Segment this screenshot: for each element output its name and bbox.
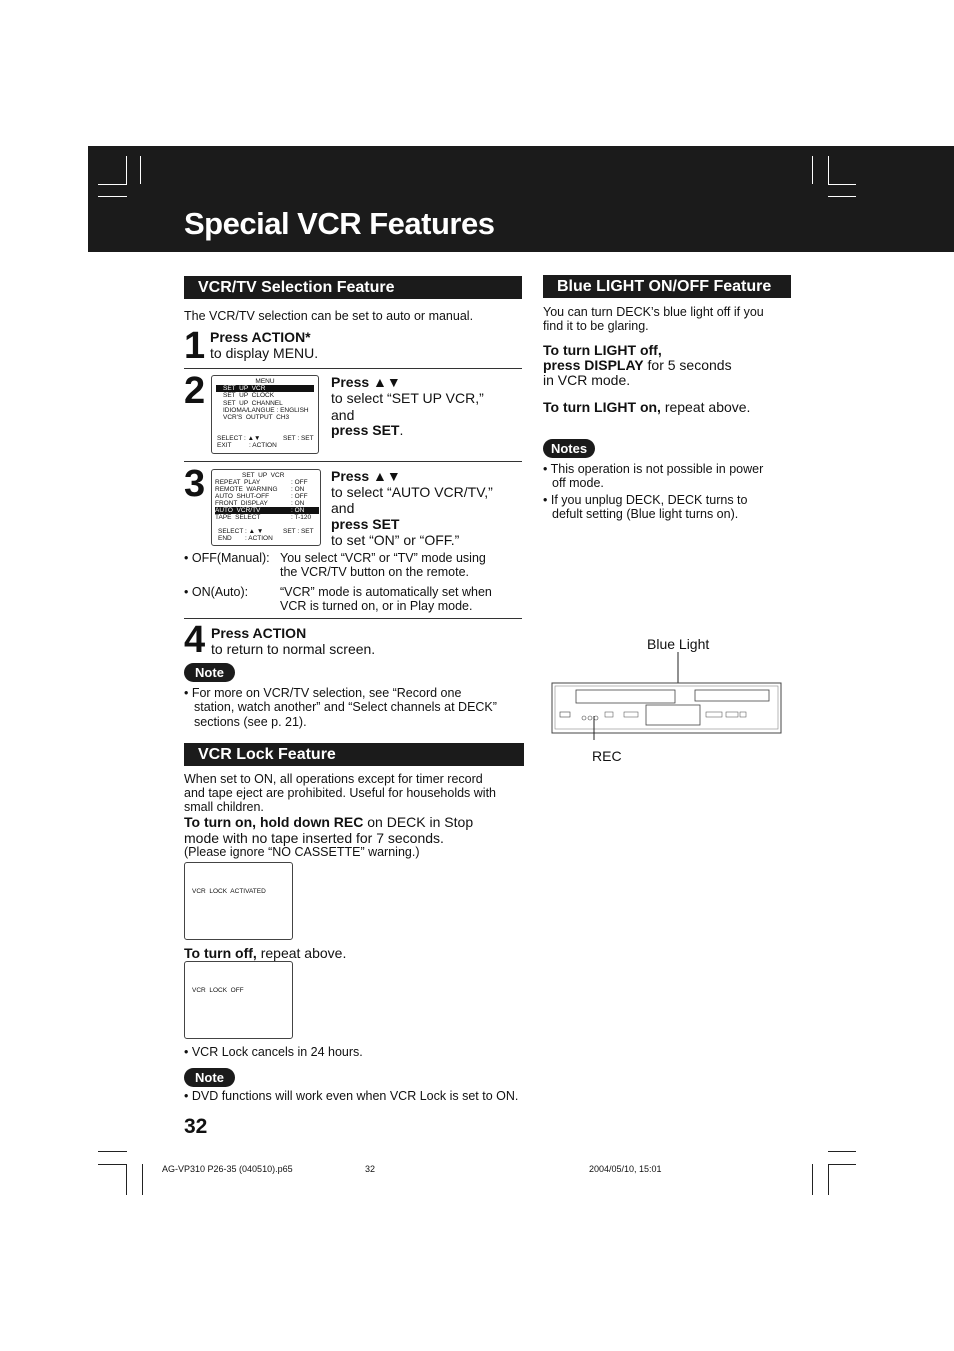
crop-mark: [828, 1151, 856, 1152]
lock-desc-1: When set to ON, all operations except for timer record: [184, 772, 483, 786]
crop-mark: [812, 156, 813, 184]
on-auto-text-2: VCR is turned on, or in Play mode.: [280, 599, 473, 613]
lock-ignore-warning: (Please ignore “NO CASSETTE” warning.): [184, 845, 420, 859]
crop-mark: [140, 156, 141, 184]
blue-off-press-bold: press DISPLAY: [543, 357, 644, 373]
step-number-2: 2: [184, 370, 206, 412]
crop-mark: [812, 1164, 813, 1195]
on-auto-text-1: “VCR” mode is automatically set when: [280, 585, 492, 599]
lock-turn-off: [184, 945, 346, 961]
lock-turn-on: [184, 814, 473, 830]
footer-date: 2004/05/10, 15:01: [589, 1164, 662, 1174]
off-manual-label: • OFF(Manual):: [184, 551, 270, 565]
page-number: 32: [184, 1115, 208, 1138]
setup-row-value: : OFF: [291, 493, 308, 501]
section-heading-vcrtv: VCR/TV Selection Feature: [184, 276, 522, 299]
step3-and: and: [331, 500, 355, 516]
step3-press-set: press SET: [331, 516, 400, 532]
step2-period: .: [399, 422, 404, 438]
setup-row-label-selected: AUTO VCR/TV: [215, 507, 261, 515]
blue-note-2b: defult setting (Blue light turns on).: [552, 507, 739, 521]
off-manual-text-2: the VCR/TV button on the remote.: [280, 565, 469, 579]
blue-on-bold: To turn LIGHT on,: [543, 399, 661, 415]
menu-footer-exit: EXIT: [217, 442, 232, 449]
blue-desc-1: You can turn DECK’s blue light off if you: [543, 305, 764, 319]
step4-instruction: Press ACTION: [211, 625, 307, 641]
step3-select: to select “AUTO VCR/TV,”: [331, 484, 493, 500]
setup-vcr-screen: [211, 469, 321, 546]
lock-off-text: VCR LOCK OFF: [192, 987, 244, 994]
step2-and: and: [331, 407, 355, 423]
crop-mark: [142, 1164, 143, 1195]
setup-footer-end: END: [218, 535, 232, 542]
note-badge: Note: [184, 663, 235, 682]
lock-turn-on-2: mode with no tape inserted for 7 seconds.: [184, 830, 444, 846]
crop-mark: [828, 156, 829, 184]
step-number-4: 4: [184, 619, 206, 661]
blue-on: [543, 399, 750, 415]
page-title: Special VCR Features: [184, 206, 495, 241]
menu-footer-select: SELECT : ▲▼: [217, 435, 261, 442]
divider: [184, 368, 522, 369]
crop-mark: [98, 1151, 127, 1152]
menu-footer-set: SET : SET: [283, 435, 314, 442]
blue-off-mode: in VCR mode.: [543, 372, 631, 388]
setup-screen-title: SET UP VCR: [242, 472, 285, 479]
step-number-3: 3: [184, 463, 206, 505]
setup-row-value: : ON: [291, 500, 305, 508]
blue-light-label: Blue Light: [647, 636, 710, 652]
section-heading-blue: Blue LIGHT ON/OFF Feature: [543, 275, 791, 298]
crop-mark: [98, 196, 127, 197]
step2-press-set-bold: press SET: [331, 422, 400, 438]
step3-press: Press ▲▼: [331, 468, 401, 484]
crop-mark: [828, 1164, 829, 1195]
on-auto-label: • ON(Auto):: [184, 585, 249, 599]
step4-detail: to return to normal screen.: [211, 641, 376, 657]
crop-mark: [828, 196, 856, 197]
off-manual-text-1: You select “VCR” or “TV” mode using: [280, 551, 486, 565]
blue-off-heading: To turn LIGHT off,: [543, 342, 662, 358]
setup-row-value: : T-120: [291, 514, 312, 522]
setup-row-label: FRONT DISPLAY: [215, 500, 268, 508]
setup-row-label: TAPE SELECT: [215, 514, 261, 522]
step3-set-on-off: to set “ON” or “OFF.”: [331, 532, 460, 548]
blue-off-press: [543, 357, 732, 373]
setup-row-value: : OFF: [291, 479, 308, 487]
lock-turn-off-text: repeat above.: [256, 945, 347, 961]
setup-footer-select: SELECT : ▲ ▼: [218, 528, 264, 535]
blue-note-1a: • This operation is not possible in power: [543, 462, 764, 476]
step2-press-set: [331, 422, 403, 438]
vcrtv-note-3: sections (see p. 21).: [194, 715, 307, 729]
setup-row-value-selected: : ON: [291, 507, 305, 515]
menu-screen-title: MENU: [255, 378, 275, 385]
deck-body: [552, 683, 781, 733]
step-number-1: 1: [184, 325, 206, 367]
setup-row-label: REMOTE WARNING: [215, 486, 278, 494]
crop-mark: [126, 1164, 127, 1195]
divider: [184, 618, 522, 619]
lock-activated-text: VCR LOCK ACTIVATED: [192, 888, 266, 895]
divider: [184, 461, 522, 462]
menu-row: IDIOMA/LANGUE : ENGLISH: [223, 406, 309, 414]
crop-mark: [98, 184, 127, 185]
step2-press: Press ▲▼: [331, 374, 401, 390]
deck-illustration: [550, 650, 785, 740]
menu-row-selected: SET UP VCR: [216, 385, 314, 392]
setup-row-value: : ON: [291, 486, 305, 494]
menu-row: SET UP CHANNEL: [223, 399, 283, 407]
vcrtv-note-1: • For more on VCR/TV selection, see “Record one: [184, 686, 462, 700]
notes-badge: Notes: [543, 439, 595, 458]
lock-activated-screen: [184, 862, 293, 940]
footer-page: 32: [365, 1164, 376, 1174]
setup-footer-set: SET : SET: [283, 528, 314, 535]
lock-off-screen: [184, 961, 293, 1039]
note-badge: Note: [184, 1068, 235, 1087]
setup-footer-action: : ACTION: [245, 535, 273, 542]
menu-screen: [211, 375, 319, 454]
section-heading-lock: VCR Lock Feature: [184, 743, 524, 766]
blue-desc-2: find it to be glaring.: [543, 319, 649, 333]
lock-turn-off-bold: To turn off,: [184, 945, 257, 961]
lock-desc-3: small children.: [184, 800, 264, 814]
rec-label: REC: [592, 748, 622, 764]
lock-desc-2: and tape eject are prohibited. Useful for households with: [184, 786, 496, 800]
menu-row: SET UP CLOCK: [223, 392, 275, 400]
setup-row-label: AUTO SHUT-OFF: [215, 493, 270, 501]
blue-note-1b: off mode.: [552, 476, 604, 490]
crop-mark: [98, 1164, 127, 1165]
menu-footer-action: : ACTION: [249, 442, 277, 449]
blue-off-press-text: for 5 seconds: [643, 357, 732, 373]
menu-row: VCR'S OUTPUT CH3: [223, 414, 290, 422]
step2-select: to select “SET UP VCR,”: [331, 390, 484, 406]
lock-turn-on-bold: To turn on, hold down REC: [184, 814, 364, 830]
vcrtv-note-2: station, watch another” and “Select channels at DECK”: [194, 700, 497, 714]
crop-mark: [828, 184, 856, 185]
vcrtv-intro: The VCR/TV selection can be set to auto or manual.: [184, 309, 474, 323]
step1-detail: to display MENU.: [210, 345, 319, 361]
setup-rows: [215, 479, 317, 523]
crop-mark: [126, 156, 127, 184]
footer-filename: AG-VP310 P26-35 (040510).p65: [162, 1164, 293, 1174]
setup-row-label: REPEAT PLAY: [215, 479, 261, 487]
step1-instruction: Press ACTION*: [210, 329, 311, 345]
blue-note-2a: • If you unplug DECK, DECK turns to: [543, 493, 748, 507]
lock-note: • DVD functions will work even when VCR Lock is set to ON.: [184, 1089, 519, 1103]
blue-on-text: repeat above.: [660, 399, 751, 415]
lock-turn-on-text: on DECK in Stop: [363, 814, 474, 830]
crop-mark: [828, 1164, 856, 1165]
lock-cancel-note: • VCR Lock cancels in 24 hours.: [184, 1045, 363, 1059]
